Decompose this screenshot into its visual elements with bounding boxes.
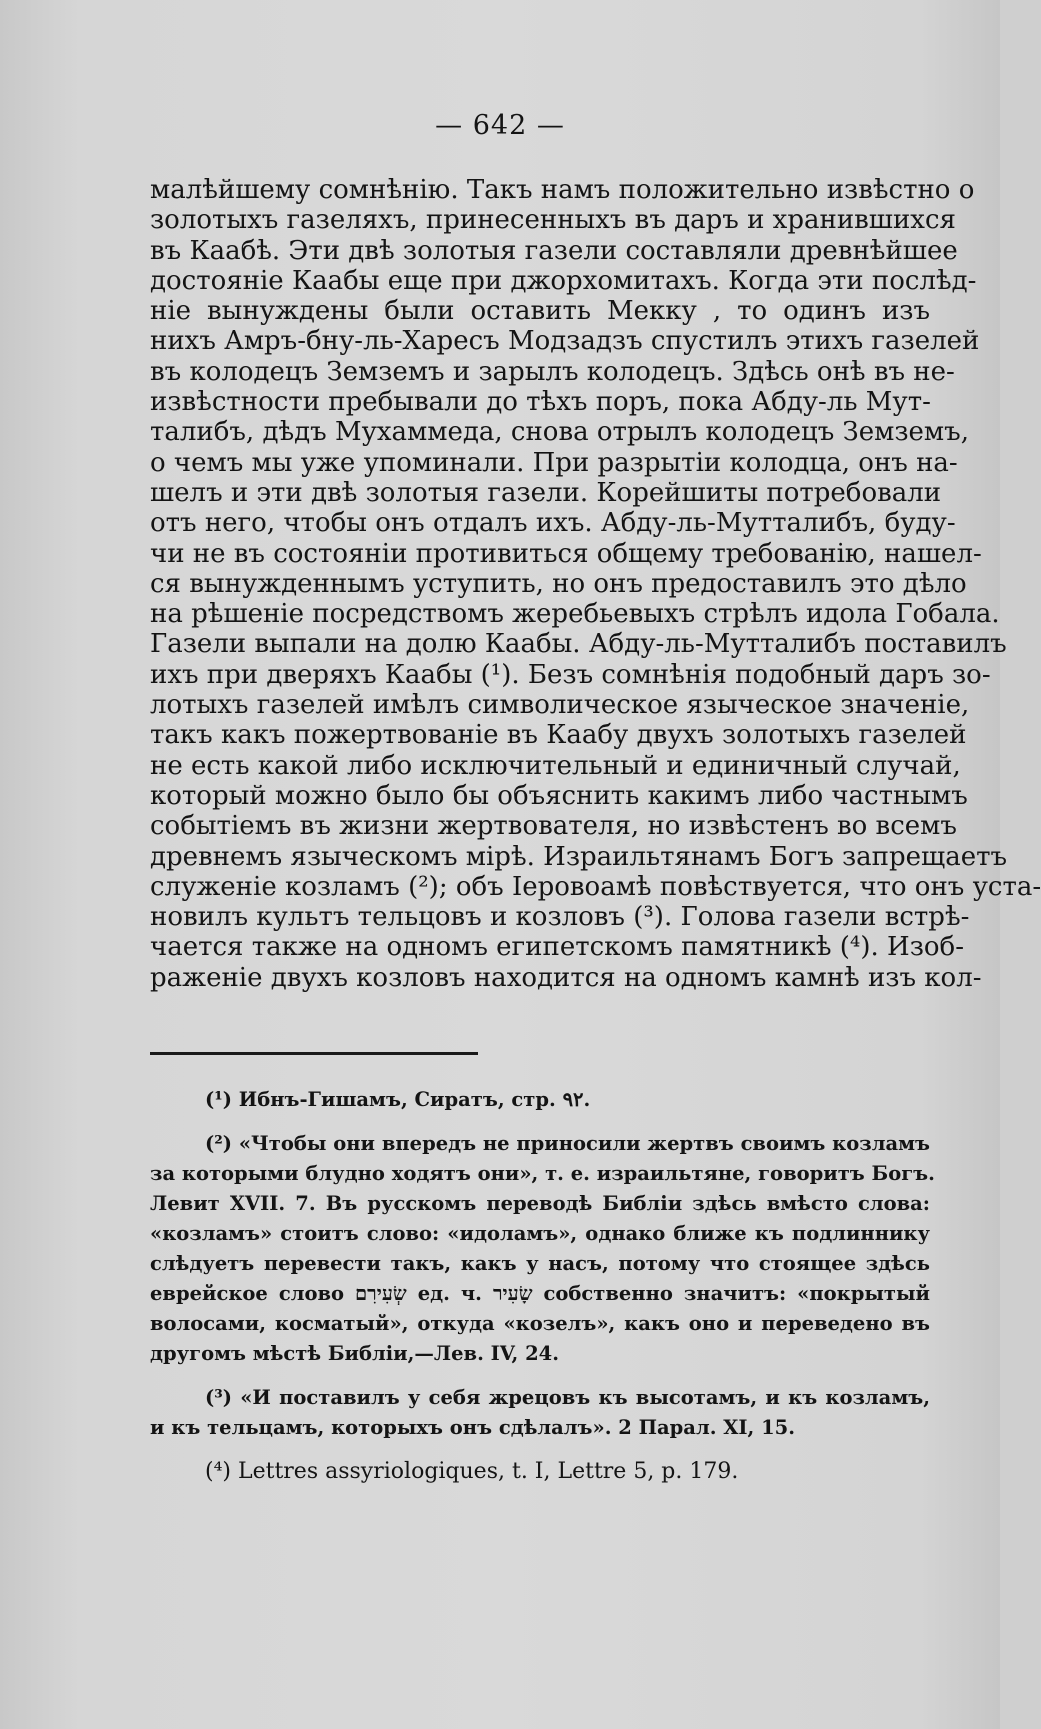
footnote-line: слѣдуетъ перевести такъ, какъ у насъ, потому что стоящее здѣсь <box>150 1252 930 1275</box>
footnote-line: (¹) Ибнъ-Гишамъ, Сиратъ, стр. ۹۲. <box>205 1088 591 1111</box>
text-line: малѣйшему сомнѣнію. Такъ намъ положительно извѣстно о <box>150 175 975 205</box>
text-line: шелъ и эти двѣ золотыя газели. Корейшиты потребовали <box>150 477 942 508</box>
text-line: извѣстности пребывали до тѣхъ поръ, пока Абду-ль Мут- <box>150 387 931 418</box>
text-line: талибъ, дѣдъ Мухаммеда, снова отрылъ колодецъ Земземъ, <box>150 417 969 448</box>
text-line: не есть какой либо исключительный и единичный случай, <box>150 750 961 781</box>
footnote-line: и къ тельцамъ, которыхъ онъ сдѣлалъ». 2 Парал. XI, 15. <box>150 1416 796 1439</box>
footnote-line: Левит XVII. 7. Въ русскомъ переводѣ Библіи здѣсь вмѣсто слова: <box>150 1192 930 1215</box>
text-line: въ колодецъ Земземъ и зарылъ колодецъ. Здѣсь онѣ въ не- <box>150 356 955 387</box>
footnote-3 <box>150 1383 930 1443</box>
footnote-line: за которыми блудно ходятъ они», т. е. израильтяне, говоритъ Богъ. <box>150 1162 935 1185</box>
main-text <box>150 175 1041 993</box>
footnote-1 <box>150 1085 930 1115</box>
text-line: древнемъ языческомъ мірѣ. Израильтянамъ Богъ запрещаетъ <box>150 841 1008 872</box>
text-line: служеніе козламъ (²); объ Іеровоамѣ повѣствуется, что онъ уста- <box>150 871 1041 902</box>
text-line: новилъ культъ тельцовъ и козловъ (³). Голова газели встрѣ- <box>150 902 970 933</box>
page-number: — 642 — <box>435 110 565 141</box>
text-line: событіемъ въ жизни жертвователя, но извѣстенъ во всемъ <box>150 811 957 842</box>
footnote-line: (³) «И поставилъ у себя жрецовъ къ высотамъ, и къ козламъ, <box>205 1386 930 1409</box>
text-line: ніе вынуждены были оставить Мекку , то одинъ изъ <box>150 296 930 327</box>
text-line: въ Каабѣ. Эти двѣ золотыя газели составляли древнѣйшее <box>150 235 958 266</box>
text-line: такъ какъ пожертвованіе въ Каабу двухъ золотыхъ газелей <box>150 720 967 751</box>
footnote-line: «козламъ» стоитъ слово: «идоламъ», однако ближе къ подлиннику <box>150 1222 930 1245</box>
footnote-line: другомъ мѣстѣ Библіи,—Лев. IV, 24. <box>150 1342 560 1365</box>
text-line: чи не въ состояніи противиться общему требованію, нашел- <box>150 538 982 569</box>
text-line: на рѣшеніе посредствомъ жеребьевыхъ стрѣлъ идола Гобала. <box>150 599 1000 630</box>
footnote-line: еврейское слово שְׂעִירִם ед. ч. שָׂעִיר собственно значитъ: «покрытый <box>150 1282 931 1305</box>
text-line: золотыхъ газеляхъ, принесенныхъ въ даръ и хранившихся <box>150 205 956 236</box>
text-line: достояніе Каабы еще при джорхомитахъ. Когда эти послѣд- <box>150 265 977 296</box>
footnotes <box>150 1085 935 1501</box>
footnote-line: (⁴) Lettres assyriologiques, t. I, Lettre 5, p. 179. <box>205 1459 739 1484</box>
text-line: Газели выпали на долю Каабы. Абду-ль-Мутталибъ поставилъ <box>150 629 1007 660</box>
text-line: нихъ Амръ-бну-ль-Харесъ Модзадзъ спустилъ этихъ газелей <box>150 326 980 357</box>
text-line: лотыхъ газелей имѣлъ символическое языческое значеніе, <box>150 690 970 721</box>
text-line: ся вынужденнымъ уступить, но онъ предоставилъ это дѣло <box>150 568 967 599</box>
footnote-4 <box>150 1457 930 1487</box>
text-line: ихъ при дверяхъ Каабы (¹). Безъ сомнѣнія подобный даръ зо- <box>150 659 991 690</box>
text-line: раженіе двухъ козловъ находится на одномъ камнѣ изъ кол- <box>150 962 982 993</box>
footnote-separator <box>150 1052 478 1055</box>
text-line: который можно было бы объяснить какимъ либо частнымъ <box>150 780 968 811</box>
text-line: о чемъ мы уже упоминали. При разрытіи колодца, онъ на- <box>150 447 958 478</box>
text-line: отъ него, чтобы онъ отдалъ ихъ. Абду-ль-Мутталибъ, буду- <box>150 508 956 539</box>
footnote-line: волосами, косматый», откуда «козелъ», какъ оно и переведено въ <box>150 1312 930 1335</box>
footnote-line: (²) «Чтобы они впередъ не приносили жертвъ своимъ козламъ <box>205 1132 930 1155</box>
footnote-2 <box>150 1129 935 1369</box>
text-line: чается также на одномъ египетскомъ памятникѣ (⁴). Изоб- <box>150 932 964 963</box>
